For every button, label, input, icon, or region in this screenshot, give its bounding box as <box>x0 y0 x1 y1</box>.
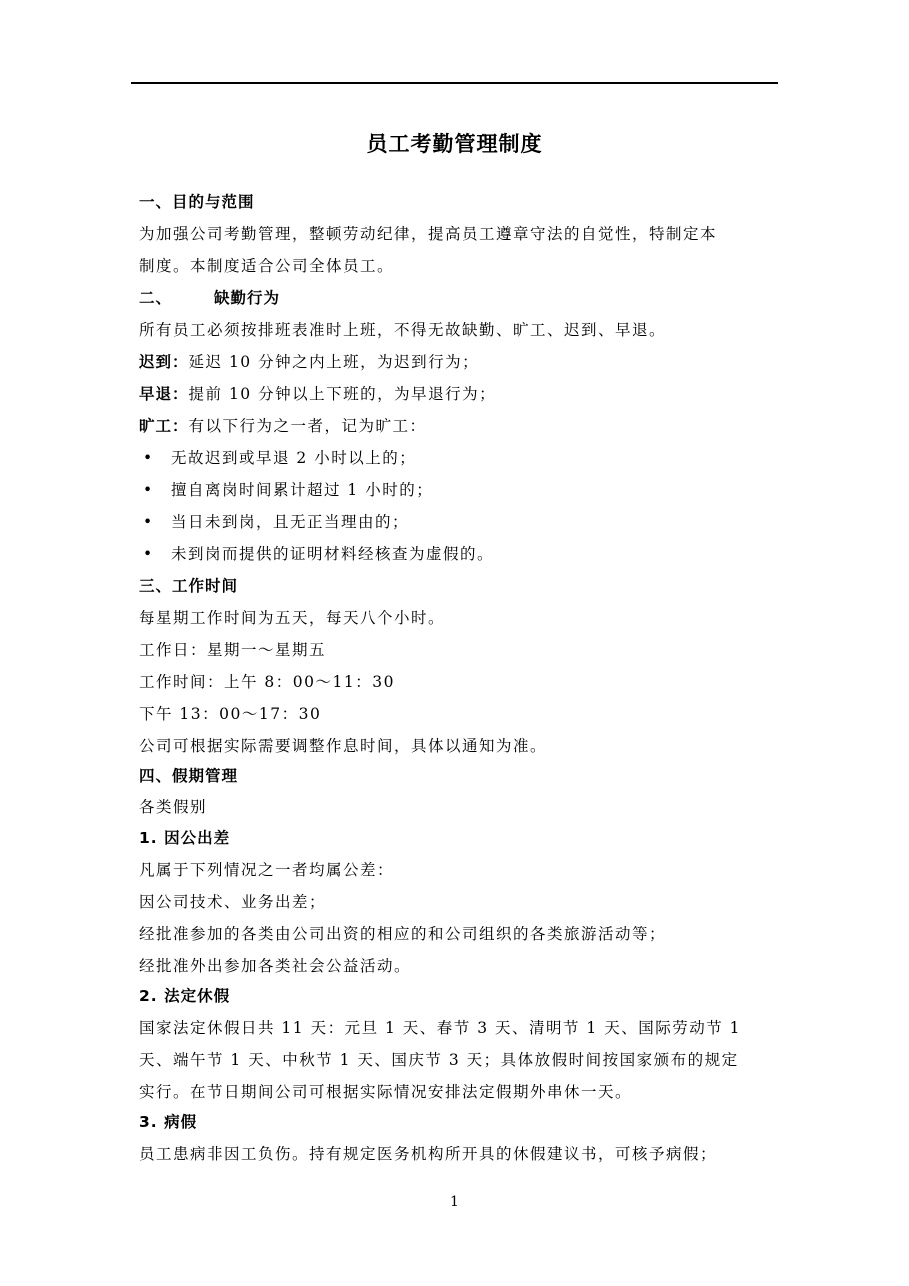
list-item: 擅自离岗时间累计超过 1 小时的； <box>171 481 434 499</box>
list-item: 当日未到岗，且无正当理由的； <box>171 513 410 531</box>
leave-types-label: 各类假别 <box>139 798 208 816</box>
absence-label: 旷工： <box>139 417 189 435</box>
section-1-paragraph-line-1: 为加强公司考勤管理，整顿劳动纪律，提高员工遵章守法的自觉性，特制定本 <box>139 225 718 243</box>
statutory-holiday-line-1: 国家法定休假日共 11 天：元旦 1 天、春节 3 天、清明节 1 天、国际劳动节 1 <box>139 1019 742 1037</box>
section-2-title: 缺勤行为 <box>214 289 281 307</box>
section-4-heading: 四、假期管理 <box>139 767 239 785</box>
morning-hours-text: 工作时间：上午 8：00～11：30 <box>139 673 395 691</box>
list-item: 未到岗而提供的证明材料经核查为虚假的。 <box>171 545 495 563</box>
section-2-intro: 所有员工必须按排班表准时上班，不得无故缺勤、旷工、迟到、早退。 <box>139 321 667 339</box>
section-2-heading <box>139 288 280 308</box>
business-trip-line-3: 经批准参加的各类由公司出资的相应的和公司组织的各类旅游活动等； <box>139 925 667 943</box>
statutory-holiday-line-2: 天、端午节 1 天、中秋节 1 天、国庆节 3 天；具体放假时间按国家颁布的规定 <box>139 1051 739 1069</box>
absence-text: 有以下行为之一者，记为旷工： <box>188 417 427 435</box>
business-trip-line-1: 凡属于下列情况之一者均属公差： <box>139 861 395 879</box>
section-1-heading: 一、目的与范围 <box>139 193 255 211</box>
page-number: 1 <box>450 1194 459 1210</box>
header-rule <box>131 82 778 84</box>
sick-leave-line-1: 员工患病非因工负伤。持有规定医务机构所开具的休假建议书，可核予病假； <box>139 1145 718 1163</box>
workdays-text: 工作日：星期一～星期五 <box>139 641 327 659</box>
late-label: 迟到： <box>139 353 189 371</box>
section-3-heading: 三、工作时间 <box>139 577 239 595</box>
sick-leave-heading: 3. 病假 <box>139 1113 198 1131</box>
document-title: 员工考勤管理制度 <box>366 131 543 156</box>
bullet-marker: • <box>143 481 153 499</box>
bullet-marker: • <box>143 545 153 563</box>
business-trip-line-2: 因公司技术、业务出差； <box>139 893 327 911</box>
schedule-adjust-text: 公司可根据实际需要调整作息时间，具体以通知为准。 <box>139 737 548 755</box>
work-week-text: 每星期工作时间为五天，每天八个小时。 <box>139 609 446 627</box>
bullet-marker: • <box>143 449 153 467</box>
late-rule <box>139 352 479 372</box>
early-leave-rule <box>139 384 496 404</box>
business-trip-line-4: 经批准外出参加各类社会公益活动。 <box>139 957 412 975</box>
list-item: 无故迟到或早退 2 小时以上的； <box>171 449 417 467</box>
section-2-number: 二、 <box>139 289 173 307</box>
absence-rule <box>139 416 427 436</box>
statutory-holiday-line-3: 实行。在节日期间公司可根据实际情况安排法定假期外串休一天。 <box>139 1083 633 1101</box>
early-leave-text: 提前 10 分钟以上下班的，为早退行为； <box>188 385 497 403</box>
early-leave-label: 早退： <box>139 385 189 403</box>
late-text: 延迟 10 分钟之内上班，为迟到行为； <box>188 353 480 371</box>
section-1-paragraph-line-2: 制度。本制度适合公司全体员工。 <box>139 257 395 275</box>
business-trip-heading: 1. 因公出差 <box>139 829 231 847</box>
bullet-marker: • <box>143 513 153 531</box>
afternoon-hours-text: 下午 13：00～17：30 <box>139 705 322 723</box>
statutory-holiday-heading: 2. 法定休假 <box>139 987 231 1005</box>
